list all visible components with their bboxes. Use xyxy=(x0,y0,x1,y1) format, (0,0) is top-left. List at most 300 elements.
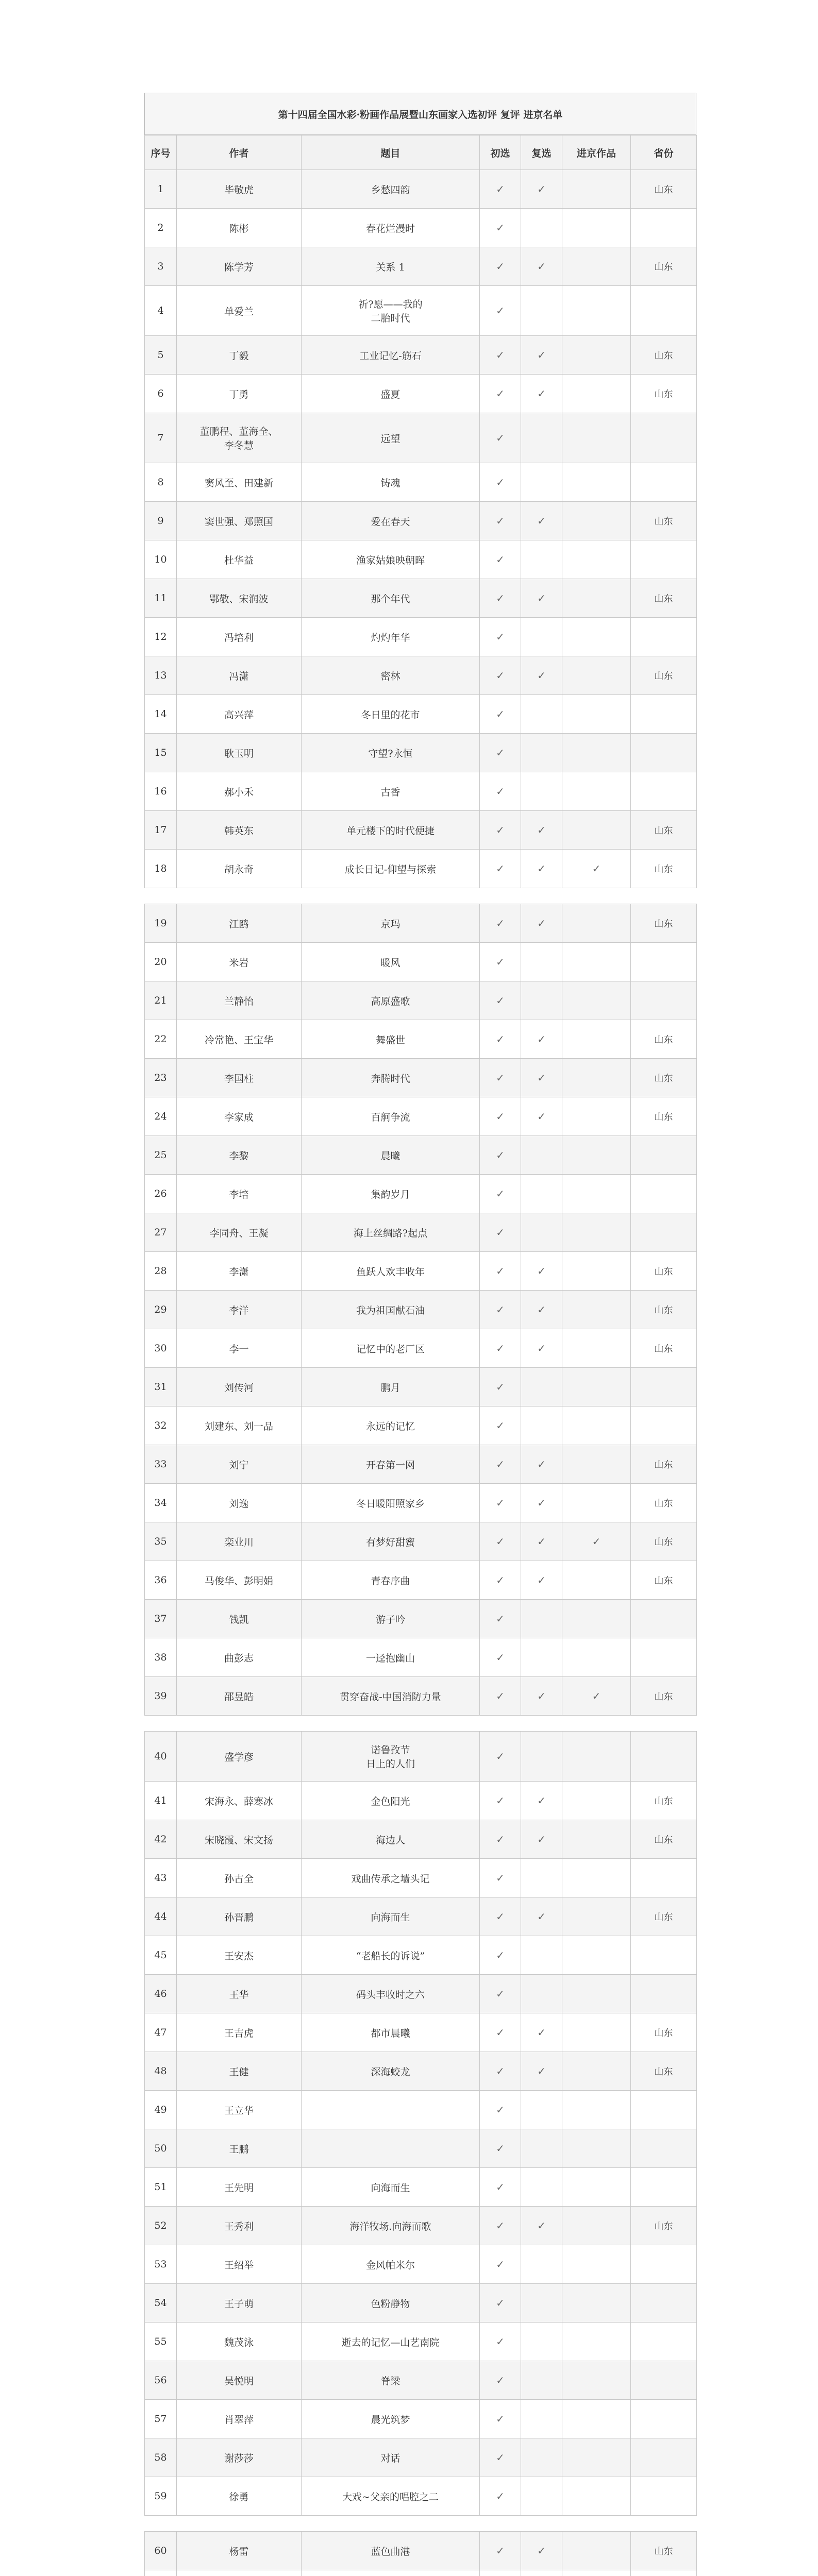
cell-fuping xyxy=(521,1561,562,1600)
cell-fuping xyxy=(521,734,562,772)
check-mark-icon: ✓ xyxy=(496,515,505,527)
cell-no: 49 xyxy=(145,2091,177,2129)
cell-author: 王华 xyxy=(177,1975,302,2013)
cell-province xyxy=(631,1936,697,1975)
cell-chuping xyxy=(480,286,521,336)
cell-work: 冬日里的花市 xyxy=(302,695,480,734)
cell-no: 12 xyxy=(145,618,177,656)
table-row xyxy=(145,336,697,375)
cell-chuping xyxy=(480,1406,521,1445)
cell-jinjing xyxy=(562,1936,631,1975)
cell-province xyxy=(631,1859,697,1897)
check-mark-icon: ✓ xyxy=(537,1690,546,1702)
cell-author: 李同舟、王凝 xyxy=(177,1213,302,1252)
cell-chuping xyxy=(480,2361,521,2400)
cell-no: 53 xyxy=(145,2245,177,2284)
cell-no: 29 xyxy=(145,1291,177,1329)
check-mark-icon: ✓ xyxy=(496,785,505,798)
cell-author: 钱凯 xyxy=(177,1600,302,1638)
cell-province: 山东 xyxy=(631,2532,697,2570)
cell-jinjing xyxy=(562,502,631,540)
cell-chuping xyxy=(480,1445,521,1484)
header-jinjing: 进京作品 xyxy=(562,135,631,170)
cell-no: 59 xyxy=(145,2477,177,2516)
cell-author: 栾业川 xyxy=(177,1522,302,1561)
cell-author: 胡永奇 xyxy=(177,850,302,888)
check-mark-icon: ✓ xyxy=(537,2545,546,2557)
cell-fuping xyxy=(521,247,562,286)
cell-chuping xyxy=(480,943,521,981)
header-chuping: 初选 xyxy=(480,135,521,170)
check-mark-icon: ✓ xyxy=(496,1342,505,1354)
cell-no: 4 xyxy=(145,286,177,336)
cell-author: 盛学彦 xyxy=(177,1732,302,1782)
cell-province: 山东 xyxy=(631,1820,697,1859)
table-row xyxy=(145,1936,697,1975)
cell-province: 山东 xyxy=(631,1020,697,1059)
cell-chuping xyxy=(480,375,521,413)
cell-jinjing xyxy=(562,2168,631,2207)
cell-fuping xyxy=(521,1484,562,1522)
check-mark-icon: ✓ xyxy=(537,1794,546,1807)
cell-work: 蓝色曲港 xyxy=(302,2532,480,2570)
cell-author: 单爱兰 xyxy=(177,286,302,336)
cell-province: 山东 xyxy=(631,1484,697,1522)
cell-no: 10 xyxy=(145,540,177,579)
check-mark-icon: ✓ xyxy=(496,1381,505,1393)
cell-fuping xyxy=(521,618,562,656)
cell-work: 向海而生 xyxy=(302,1897,480,1936)
cell-jinjing xyxy=(562,1782,631,1820)
check-mark-icon: ✓ xyxy=(496,1872,505,1884)
cell-jinjing xyxy=(562,1445,631,1484)
table-row xyxy=(145,1782,697,1820)
cell-work: 关系 1 xyxy=(302,247,480,286)
table-row xyxy=(145,772,697,811)
header-no: 序号 xyxy=(145,135,177,170)
cell-province xyxy=(631,2570,697,2576)
table-row xyxy=(145,1677,697,1716)
cell-work: 鹏月 xyxy=(302,1368,480,1406)
cell-chuping xyxy=(480,2013,521,2052)
cell-chuping xyxy=(480,2052,521,2091)
cell-province xyxy=(631,286,697,336)
check-mark-icon: ✓ xyxy=(496,1535,505,1548)
cell-work: 舞盛世 xyxy=(302,1020,480,1059)
check-mark-icon: ✓ xyxy=(537,1833,546,1845)
cell-author: 李家成 xyxy=(177,1097,302,1136)
cell-no: 23 xyxy=(145,1059,177,1097)
table-row xyxy=(145,1252,697,1291)
cell-no: 30 xyxy=(145,1329,177,1368)
cell-jinjing xyxy=(562,1097,631,1136)
table-row xyxy=(145,1897,697,1936)
check-mark-icon: ✓ xyxy=(496,1910,505,1923)
cell-province: 山东 xyxy=(631,2207,697,2245)
cell-work: 色粉静物 xyxy=(302,2284,480,2323)
section-gap xyxy=(145,2516,697,2532)
check-mark-icon: ✓ xyxy=(537,387,546,400)
cell-fuping xyxy=(521,2207,562,2245)
cell-work: 诺鲁孜节 日上的人们 xyxy=(302,1732,480,1782)
cell-no: 52 xyxy=(145,2207,177,2245)
cell-author: 李洋 xyxy=(177,1291,302,1329)
cell-province: 山东 xyxy=(631,656,697,695)
cell-chuping xyxy=(480,336,521,375)
cell-province xyxy=(631,2477,697,2516)
cell-chuping xyxy=(480,1329,521,1368)
check-mark-icon: ✓ xyxy=(496,1497,505,1509)
cell-author: 陈彬 xyxy=(177,209,302,247)
table-row xyxy=(145,1097,697,1136)
cell-fuping xyxy=(521,502,562,540)
table-row xyxy=(145,1213,697,1252)
check-mark-icon: ✓ xyxy=(496,387,505,400)
cell-no: 50 xyxy=(145,2129,177,2168)
cell-no: 24 xyxy=(145,1097,177,1136)
cell-jinjing xyxy=(562,981,631,1020)
check-mark-icon: ✓ xyxy=(496,1949,505,1961)
cell-fuping xyxy=(521,1329,562,1368)
check-mark-icon: ✓ xyxy=(496,1419,505,1432)
cell-jinjing xyxy=(562,1020,631,1059)
cell-chuping xyxy=(480,2207,521,2245)
cell-province xyxy=(631,540,697,579)
cell-work: 集韵岁月 xyxy=(302,1175,480,1213)
cell-chuping xyxy=(480,618,521,656)
cell-no: 15 xyxy=(145,734,177,772)
table-row xyxy=(145,540,697,579)
cell-work: 晨曦 xyxy=(302,1136,480,1175)
cell-province xyxy=(631,734,697,772)
cell-no: 41 xyxy=(145,1782,177,1820)
cell-jinjing xyxy=(562,170,631,209)
check-mark-icon: ✓ xyxy=(537,1072,546,1084)
cell-jinjing xyxy=(562,772,631,811)
cell-author: 李黎 xyxy=(177,1136,302,1175)
check-mark-icon: ✓ xyxy=(496,1226,505,1239)
table-row xyxy=(145,1638,697,1677)
table-row xyxy=(145,2323,697,2361)
cell-fuping xyxy=(521,336,562,375)
table-row xyxy=(145,2477,697,2516)
check-mark-icon: ✓ xyxy=(496,1690,505,1702)
table-row xyxy=(145,1368,697,1406)
check-mark-icon: ✓ xyxy=(496,2335,505,2348)
table-row xyxy=(145,811,697,850)
check-mark-icon: ✓ xyxy=(592,862,601,875)
cell-fuping xyxy=(521,1897,562,1936)
check-mark-icon: ✓ xyxy=(537,592,546,604)
check-mark-icon: ✓ xyxy=(496,631,505,643)
cell-fuping xyxy=(521,209,562,247)
cell-no: 40 xyxy=(145,1732,177,1782)
cell-province: 山东 xyxy=(631,1329,697,1368)
cell-fuping xyxy=(521,943,562,981)
table-row xyxy=(145,2284,697,2323)
check-mark-icon: ✓ xyxy=(537,1535,546,1548)
section-gap-cell xyxy=(145,2516,697,2532)
cell-no: 45 xyxy=(145,1936,177,1975)
check-mark-icon: ✓ xyxy=(537,824,546,836)
table-row xyxy=(145,170,697,209)
cell-chuping xyxy=(480,1732,521,1782)
cell-no: 6 xyxy=(145,375,177,413)
table-row xyxy=(145,2052,697,2091)
cell-work: 贯穿奋战-中国消防力量 xyxy=(302,1677,480,1716)
table-row xyxy=(145,1561,697,1600)
cell-author: 冷常艳、王宝华 xyxy=(177,1020,302,1059)
cell-fuping xyxy=(521,2323,562,2361)
cell-fuping xyxy=(521,1859,562,1897)
check-mark-icon: ✓ xyxy=(537,1110,546,1123)
check-mark-icon: ✓ xyxy=(496,1033,505,1045)
cell-work: 祈?愿——我的 二胎时代 xyxy=(302,286,480,336)
check-mark-icon: ✓ xyxy=(496,669,505,682)
check-mark-icon: ✓ xyxy=(537,183,546,195)
cell-fuping xyxy=(521,656,562,695)
cell-work: 海边人 xyxy=(302,1820,480,1859)
cell-jinjing xyxy=(562,336,631,375)
cell-fuping xyxy=(521,1406,562,1445)
check-mark-icon: ✓ xyxy=(496,1750,505,1762)
cell-author: 刘宁 xyxy=(177,1445,302,1484)
cell-no: 57 xyxy=(145,2400,177,2438)
cell-chuping xyxy=(480,811,521,850)
cell-work: 灼灼年华 xyxy=(302,618,480,656)
table-header-row xyxy=(145,135,697,170)
check-mark-icon: ✓ xyxy=(496,1613,505,1625)
cell-fuping xyxy=(521,2361,562,2400)
cell-fuping xyxy=(521,1291,562,1329)
cell-work: 奔腾时代 xyxy=(302,1059,480,1097)
table-row xyxy=(145,1732,697,1782)
cell-author: 王立华 xyxy=(177,2091,302,2129)
check-mark-icon: ✓ xyxy=(537,1342,546,1354)
check-mark-icon: ✓ xyxy=(496,862,505,875)
cell-fuping xyxy=(521,2091,562,2129)
cell-author: 邵昱皓 xyxy=(177,1677,302,1716)
selection-table xyxy=(144,135,697,2576)
check-mark-icon: ✓ xyxy=(496,183,505,195)
cell-province xyxy=(631,2245,697,2284)
cell-fuping xyxy=(521,2052,562,2091)
cell-work: 脊梁 xyxy=(302,2361,480,2400)
cell-chuping xyxy=(480,2284,521,2323)
cell-province: 山东 xyxy=(631,1059,697,1097)
check-mark-icon: ✓ xyxy=(537,260,546,273)
cell-chuping xyxy=(480,2245,521,2284)
cell-province: 山东 xyxy=(631,375,697,413)
cell-province xyxy=(631,2323,697,2361)
cell-fuping xyxy=(521,2400,562,2438)
cell-province: 山东 xyxy=(631,336,697,375)
table-row xyxy=(145,375,697,413)
cell-jinjing xyxy=(562,2013,631,2052)
cell-work: 古香 xyxy=(302,772,480,811)
table-row xyxy=(145,1820,697,1859)
cell-province: 山东 xyxy=(631,502,697,540)
cell-work: 金风帕米尔 xyxy=(302,2245,480,2284)
table-row xyxy=(145,1291,697,1329)
cell-author: 魏茂泳 xyxy=(177,2323,302,2361)
check-mark-icon: ✓ xyxy=(496,917,505,929)
cell-province xyxy=(631,2168,697,2207)
check-mark-icon: ✓ xyxy=(496,1833,505,1845)
cell-author: 李培 xyxy=(177,1175,302,1213)
cell-fuping xyxy=(521,2013,562,2052)
cell-no: 27 xyxy=(145,1213,177,1252)
cell-fuping xyxy=(521,2570,562,2576)
cell-fuping xyxy=(521,1020,562,1059)
cell-author: 刘逸 xyxy=(177,1484,302,1522)
cell-jinjing xyxy=(562,2129,631,2168)
cell-chuping xyxy=(480,2091,521,2129)
cell-chuping xyxy=(480,734,521,772)
cell-fuping xyxy=(521,2245,562,2284)
check-mark-icon: ✓ xyxy=(496,994,505,1007)
cell-work: 高原盛歌 xyxy=(302,981,480,1020)
cell-author: 王安杰 xyxy=(177,1936,302,1975)
check-mark-icon: ✓ xyxy=(496,1458,505,1470)
cell-jinjing xyxy=(562,375,631,413)
check-mark-icon: ✓ xyxy=(496,1110,505,1123)
table-row xyxy=(145,943,697,981)
cell-work: 向海而生 xyxy=(302,2168,480,2207)
cell-chuping xyxy=(480,502,521,540)
cell-no: 31 xyxy=(145,1368,177,1406)
cell-province: 山东 xyxy=(631,1677,697,1716)
cell-fuping xyxy=(521,2168,562,2207)
cell-chuping xyxy=(480,1936,521,1975)
cell-no: 3 xyxy=(145,247,177,286)
check-mark-icon: ✓ xyxy=(496,432,505,444)
cell-jinjing xyxy=(562,1291,631,1329)
cell-jinjing xyxy=(562,1677,631,1716)
cell-work: 戏曲传承之墙头记 xyxy=(302,1859,480,1897)
check-mark-icon: ✓ xyxy=(496,2413,505,2425)
cell-jinjing xyxy=(562,2477,631,2516)
cell-work: 暖风 xyxy=(302,943,480,981)
check-mark-icon: ✓ xyxy=(537,349,546,361)
check-mark-icon: ✓ xyxy=(496,708,505,720)
cell-work: 守望?永恒 xyxy=(302,734,480,772)
cell-fuping xyxy=(521,1732,562,1782)
cell-chuping xyxy=(480,2129,521,2168)
cell-jinjing xyxy=(562,1859,631,1897)
cell-no: 34 xyxy=(145,1484,177,1522)
cell-author: 徐勇 xyxy=(177,2477,302,2516)
cell-fuping xyxy=(521,904,562,943)
table-row xyxy=(145,2438,697,2477)
check-mark-icon: ✓ xyxy=(496,1265,505,1277)
cell-province xyxy=(631,618,697,656)
cell-jinjing xyxy=(562,2532,631,2570)
cell-author: 江鸥 xyxy=(177,904,302,943)
cell-no: 14 xyxy=(145,695,177,734)
cell-jinjing xyxy=(562,1252,631,1291)
cell-province: 山东 xyxy=(631,579,697,618)
cell-work: 深海蛟龙 xyxy=(302,2052,480,2091)
cell-fuping xyxy=(521,1445,562,1484)
check-mark-icon: ✓ xyxy=(496,476,505,488)
table-row xyxy=(145,2570,697,2576)
cell-fuping xyxy=(521,2477,562,2516)
check-mark-icon: ✓ xyxy=(496,1149,505,1161)
cell-no: 8 xyxy=(145,463,177,502)
table-row xyxy=(145,1522,697,1561)
cell-author: 肖翠萍 xyxy=(177,2400,302,2438)
check-mark-icon: ✓ xyxy=(537,2026,546,2039)
cell-chuping xyxy=(480,1213,521,1252)
cell-province: 山东 xyxy=(631,1252,697,1291)
cell-jinjing xyxy=(562,2361,631,2400)
cell-chuping xyxy=(480,209,521,247)
cell-chuping xyxy=(480,1484,521,1522)
cell-no: 26 xyxy=(145,1175,177,1213)
table-row xyxy=(145,247,697,286)
cell-author: 郝小禾 xyxy=(177,772,302,811)
cell-jinjing xyxy=(562,209,631,247)
cell-work: 对话 xyxy=(302,2438,480,2477)
cell-chuping xyxy=(480,2532,521,2570)
check-mark-icon: ✓ xyxy=(496,222,505,234)
cell-author: 谢莎莎 xyxy=(177,2438,302,2477)
cell-chuping xyxy=(480,1859,521,1897)
cell-jinjing xyxy=(562,618,631,656)
cell-chuping xyxy=(480,1175,521,1213)
cell-author: 丁勇 xyxy=(177,375,302,413)
cell-work xyxy=(302,2091,480,2129)
cell-no: 55 xyxy=(145,2323,177,2361)
check-mark-icon: ✓ xyxy=(496,2219,505,2232)
cell-chuping xyxy=(480,2168,521,2207)
cell-author: 窦世强、郑照国 xyxy=(177,502,302,540)
cell-no: 33 xyxy=(145,1445,177,1484)
table-row xyxy=(145,2091,697,2129)
cell-work: 有梦好甜蜜 xyxy=(302,1522,480,1561)
check-mark-icon: ✓ xyxy=(496,956,505,968)
cell-author: 杜华益 xyxy=(177,540,302,579)
cell-jinjing xyxy=(562,2570,631,2576)
cell-province xyxy=(631,2438,697,2477)
cell-work: 工业记忆-筋石 xyxy=(302,336,480,375)
cell-jinjing xyxy=(562,540,631,579)
cell-province: 山东 xyxy=(631,811,697,850)
check-mark-icon: ✓ xyxy=(537,515,546,527)
table-row xyxy=(145,850,697,888)
cell-chuping xyxy=(480,1820,521,1859)
cell-author: 韩英东 xyxy=(177,811,302,850)
cell-author: 孙晋鹏 xyxy=(177,1897,302,1936)
cell-work: 金色阳光 xyxy=(302,1782,480,1820)
cell-province xyxy=(631,209,697,247)
cell-province: 山东 xyxy=(631,1561,697,1600)
cell-no: 43 xyxy=(145,1859,177,1897)
table-row xyxy=(145,463,697,502)
cell-chuping xyxy=(480,1136,521,1175)
check-mark-icon: ✓ xyxy=(496,2451,505,2464)
cell-work: 青春序曲 xyxy=(302,1561,480,1600)
cell-work: 开春第一网 xyxy=(302,1445,480,1484)
table-row xyxy=(145,209,697,247)
cell-jinjing xyxy=(562,2284,631,2323)
table-body xyxy=(145,170,697,2576)
cell-fuping xyxy=(521,413,562,463)
cell-fuping xyxy=(521,1097,562,1136)
cell-no: 20 xyxy=(145,943,177,981)
cell-no: 39 xyxy=(145,1677,177,1716)
